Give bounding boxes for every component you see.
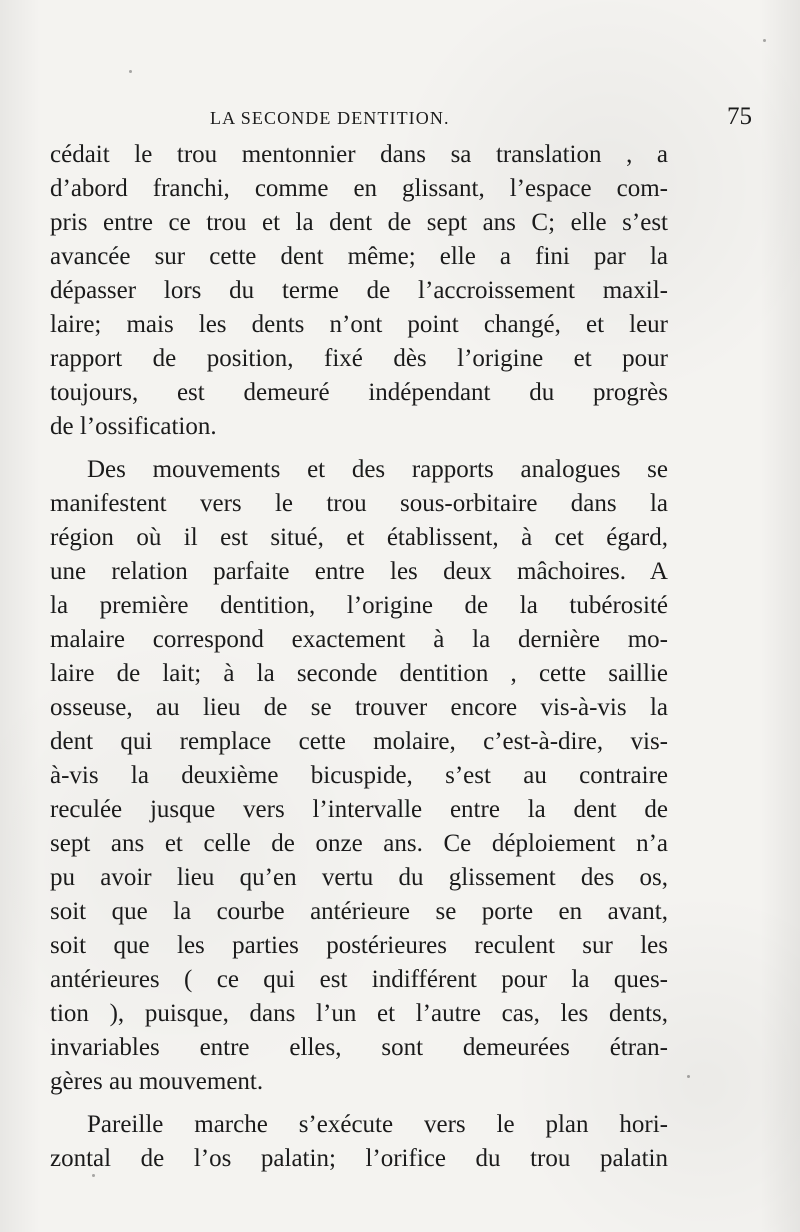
- text-line: malaire correspond exactement à la dernière mo-: [50, 626, 668, 653]
- text-line: osseuse, au lieu de se trouver encore vis-à-vis la: [50, 694, 668, 721]
- text-line: laire; mais les dents n’ont point changé, et leur: [50, 311, 668, 338]
- ink-speck: [687, 1075, 690, 1078]
- ink-speck: [92, 1174, 95, 1177]
- text-line: soit que la courbe antérieure se porte en avant,: [50, 898, 668, 925]
- running-title: LA SECONDE DENTITION.: [210, 108, 450, 128]
- text-line: invariables entre elles, sont demeurées étran-: [50, 1034, 668, 1061]
- ink-speck: [129, 70, 132, 73]
- text-line: d’abord franchi, comme en glissant, l’espace com-: [50, 175, 668, 202]
- text-line: laire de lait; à la seconde dentition , cette saillie: [50, 660, 668, 687]
- text-line: manifestent vers le trou sous-orbitaire dans la: [50, 490, 668, 517]
- text-line: Pareille marche s’exécute vers le plan hori-: [87, 1111, 668, 1138]
- text-line: soit que les parties postérieures reculent sur les: [50, 932, 668, 959]
- body-text: [50, 138, 668, 1176]
- running-head: [50, 104, 752, 138]
- text-line: la première dentition, l’origine de la tubérosité: [50, 592, 668, 619]
- text-line: tion ), puisque, dans l’un et l’autre cas, les dents,: [50, 1000, 668, 1027]
- text-line: cédait le trou mentonnier dans sa translation , a: [50, 141, 668, 168]
- text-line: une relation parfaite entre les deux mâchoires. A: [50, 558, 668, 585]
- text-line: gères au mouvement.: [50, 1068, 264, 1095]
- text-line: de l’ossification.: [50, 413, 217, 440]
- paragraph-gap: [50, 1099, 668, 1108]
- text-line: avancée sur cette dent même; elle a fini par la: [50, 243, 668, 270]
- text-line: zontal de l’os palatin; l’orifice du trou palatin: [50, 1145, 668, 1172]
- page-number: 75: [727, 103, 752, 130]
- text-line: pris entre ce trou et la dent de sept ans C; elle s’est: [50, 209, 668, 236]
- text-line: toujours, est demeuré indépendant du progrès: [50, 379, 668, 406]
- text-line: sept ans et celle de onze ans. Ce déploiement n’a: [50, 830, 668, 857]
- text-line: région où il est situé, et établissent, à cet égard,: [50, 524, 668, 551]
- text-line: dent qui remplace cette molaire, c’est-à-dire, vis-: [50, 728, 668, 755]
- text-line: à-vis la deuxième bicuspide, s’est au contraire: [50, 762, 668, 789]
- text-line: Des mouvements et des rapports analogues se: [87, 456, 668, 483]
- text-line: dépasser lors du terme de l’accroissement maxil-: [50, 277, 668, 304]
- paragraph-gap: [50, 444, 668, 453]
- text-line: pu avoir lieu qu’en vertu du glissement des os,: [50, 864, 668, 891]
- text-line: reculée jusque vers l’intervalle entre la dent de: [50, 796, 668, 823]
- text-line: rapport de position, fixé dès l’origine et pour: [50, 345, 668, 372]
- ink-speck: [763, 39, 766, 42]
- text-line: antérieures ( ce qui est indifférent pour la ques-: [50, 966, 668, 993]
